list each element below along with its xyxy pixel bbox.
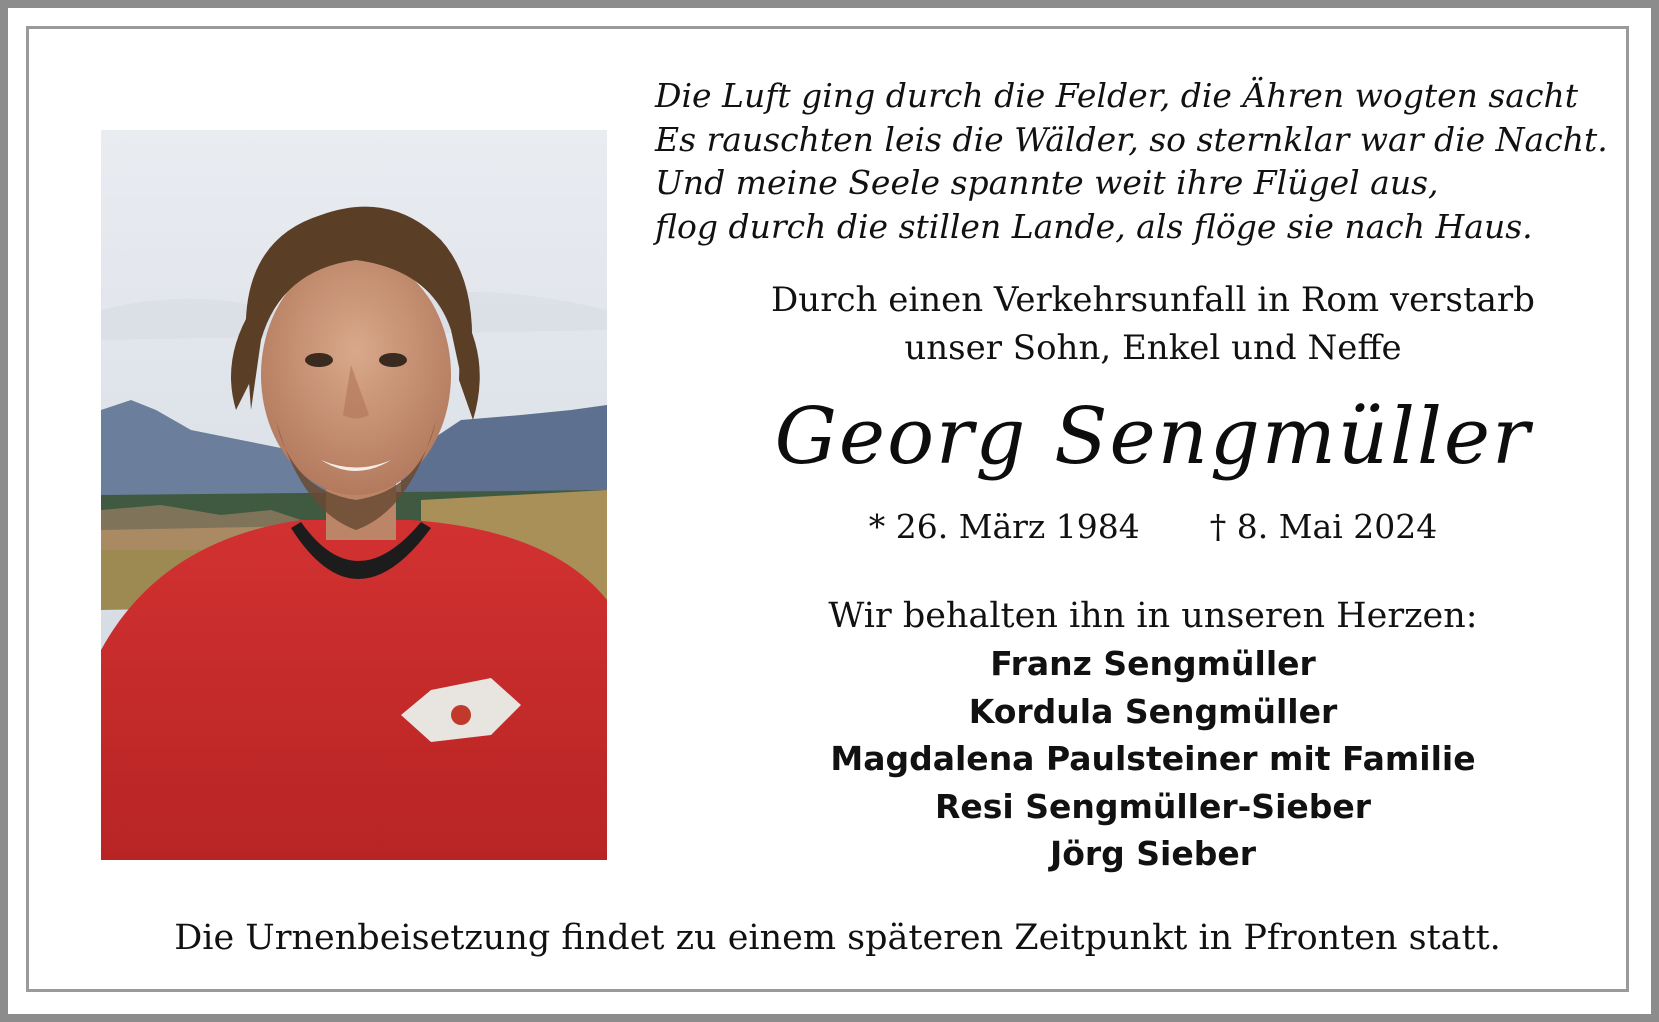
mourners-list	[738, 640, 1568, 878]
deceased-name: Georg Sengmüller	[774, 392, 1532, 482]
obituary-card	[8, 8, 1651, 1014]
announcement-line: unser Sohn, Enkel und Neffe	[904, 328, 1402, 368]
birth-date: * 26. März 1984	[868, 507, 1140, 546]
mourner-name: Kordula Sengmüller	[968, 691, 1338, 731]
mourner-name: Jörg Sieber	[1049, 834, 1257, 873]
closing-line: Wir behalten ihn in unseren Herzen:	[828, 596, 1478, 636]
life-dates	[738, 505, 1568, 549]
poem	[655, 74, 1615, 248]
announcement-line: Durch einen Verkehrsunfall in Rom verstarb	[771, 280, 1535, 320]
poem-line: flog durch die stillen Lande, als flöge sie nach Haus.	[655, 206, 1533, 246]
mourner-name: Franz Sengmüller	[990, 644, 1316, 683]
mourner-name: Magdalena Paulsteiner mit Familie	[830, 739, 1476, 778]
portrait-illustration	[101, 130, 607, 860]
announcement	[738, 276, 1568, 372]
poem-line: Die Luft ging durch die Felder, die Ähren wogten sacht	[655, 76, 1578, 115]
portrait-photo	[101, 130, 607, 860]
poem-line: Es rauschten leis die Wälder, so sternklar war die Nacht.	[655, 119, 1608, 159]
death-date: † 8. Mai 2024	[1209, 507, 1438, 546]
mourner-name: Resi Sengmüller-Sieber	[934, 786, 1372, 826]
poem-line: Und meine Seele spannte weit ihre Flügel aus,	[655, 163, 1439, 202]
burial-notice: Die Urnenbeisetzung findet zu einem späteren Zeitpunkt in Pfronten statt.	[174, 918, 1501, 958]
